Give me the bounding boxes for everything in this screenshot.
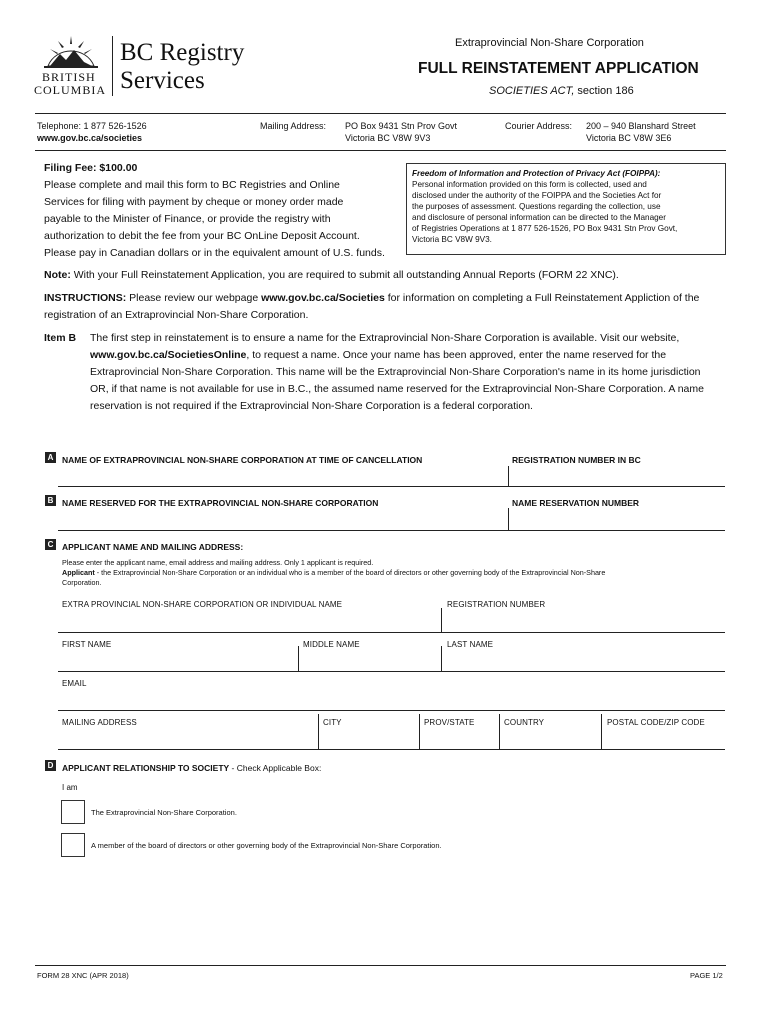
section-d-title (62, 763, 321, 773)
logo-divider (112, 36, 113, 96)
mailing-address-input[interactable] (58, 728, 316, 749)
instructions (44, 290, 724, 324)
prov-state-label: PROV/STATE (424, 718, 475, 727)
act-reference (489, 85, 634, 97)
form-type: Extraprovincial Non-Share Corporation (455, 37, 644, 49)
row1-rule (58, 632, 725, 633)
section-d-title-rest: - Check Applicable Box: (229, 763, 322, 773)
foippa-box (406, 163, 726, 255)
corp-or-individual-name-input[interactable] (58, 610, 438, 632)
row4-divider-4 (601, 714, 602, 749)
email-label: EMAIL (62, 679, 87, 688)
applicant-reg-number-label: REGISTRATION NUMBER (447, 600, 546, 609)
logo-brand-2: Services (120, 67, 205, 94)
header-rule (35, 113, 726, 114)
fee-block (44, 160, 385, 262)
societies-online-link[interactable]: www.gov.bc.ca/SocietiesOnline (90, 349, 247, 361)
section-c-letter: C (45, 539, 56, 550)
societies-link[interactable]: www.gov.bc.ca/Societies (261, 292, 385, 304)
section-c-instr-1: Please enter the applicant name, email address and mailing address. Only 1 applicant is required. (62, 558, 374, 567)
fee-line-2: Services for filing with payment by cheque or money order made (44, 196, 344, 208)
form-title: FULL REINSTATEMENT APPLICATION (418, 60, 699, 77)
section-b-reservation-label: NAME RESERVATION NUMBER (512, 498, 640, 508)
section-b-divider (508, 508, 509, 530)
section-b-letter: B (45, 495, 56, 506)
foippa-line-6: Victoria BC V8W 9V3. (412, 235, 492, 244)
prov-state-input[interactable] (421, 728, 497, 749)
row2-divider-1 (298, 646, 299, 671)
city-label: CITY (323, 718, 342, 727)
first-name-label: FIRST NAME (62, 640, 112, 649)
row3-rule (58, 710, 725, 711)
section-a-title: NAME OF EXTRAPROVINCIAL NON-SHARE CORPORATION AT TIME OF CANCELLATION (62, 455, 423, 465)
city-input[interactable] (320, 728, 417, 749)
item-b-line-2: , to request a name. Once your name has been approved, enter the name reserved for the (246, 349, 667, 361)
sun-mountain-icon (40, 32, 102, 70)
section-a-divider (508, 466, 509, 486)
applicant-reg-number-input[interactable] (443, 610, 725, 632)
middle-name-label: MIDDLE NAME (303, 640, 360, 649)
email-input[interactable] (58, 690, 725, 710)
contact-rule (35, 150, 726, 151)
row4-rule (58, 749, 725, 750)
corp-name-at-cancellation-input[interactable] (58, 466, 506, 486)
section-c-applicant-label: Applicant (62, 568, 95, 577)
row1-divider (441, 608, 442, 632)
row4-divider-3 (499, 714, 500, 749)
section-a-rule (58, 486, 725, 487)
fee-line-1: Please complete and mail this form to BC Registries and Online (44, 179, 340, 191)
section-d-letter: D (45, 760, 56, 771)
registration-number-bc-input[interactable] (510, 466, 724, 486)
first-name-input[interactable] (58, 650, 296, 671)
board-member-checkbox[interactable] (61, 833, 85, 857)
section-a-letter: A (45, 452, 56, 463)
section-b-rule (58, 530, 725, 531)
note (44, 267, 619, 284)
last-name-label: LAST NAME (447, 640, 494, 649)
act-section: section 186 (574, 85, 634, 97)
postal-code-label: POSTAL CODE/ZIP CODE (607, 718, 705, 727)
note-text: With your Full Reinstatement Application, you are required to submit all outstanding Annual Reports (FORM 22 XNC). (70, 269, 619, 281)
footer-rule (35, 965, 726, 966)
mailing-label: Mailing Address: (260, 121, 327, 131)
corp-or-individual-name-label: EXTRA PROVINCIAL NON-SHARE CORPORATION OR INDIVIDUAL NAME (62, 600, 343, 609)
country-input[interactable] (501, 728, 599, 749)
fee-line-5: Please pay in Canadian dollars or in the equivalent amount of U.S. funds. (44, 247, 385, 259)
name-reservation-number-input[interactable] (510, 508, 724, 530)
board-member-option-label: A member of the board of directors or other governing body of the Extraprovincial Non-Share Corporation. (91, 841, 442, 850)
logo-brand-1: BC Registry (120, 39, 245, 66)
section-c-instr-3: Corporation. (62, 578, 102, 587)
middle-name-input[interactable] (300, 650, 439, 671)
section-b-title: NAME RESERVED FOR THE EXTRAPROVINCIAL NON-SHARE CORPORATION (62, 498, 379, 508)
foippa-line-2: disclosed under the authority of the FOIPPA and the Societies Act for (412, 191, 662, 200)
courier-line-1: 200 – 940 Blanshard Street (586, 121, 696, 131)
foippa-line-4: and disclosure of personal information can be directed to the Manager (412, 213, 666, 222)
section-a-reg-label: REGISTRATION NUMBER IN BC (512, 455, 641, 465)
act-name: SOCIETIES ACT, (489, 85, 575, 97)
item-b-text (90, 330, 730, 415)
row4-divider-1 (318, 714, 319, 749)
section-c-instr-2: - the Extraprovincial Non-Share Corporation or an individual who is a member of the board of directors or other governing body of the Extraprovincial Non-Share (94, 568, 606, 577)
instructions-label: INSTRUCTIONS: (44, 292, 127, 304)
section-c-title: APPLICANT NAME AND MAILING ADDRESS: (62, 542, 244, 552)
row2-rule (58, 671, 725, 672)
corporation-option-label: The Extraprovincial Non-Share Corporation. (91, 808, 237, 817)
country-label: COUNTRY (504, 718, 545, 727)
telephone: Telephone: 1 877 526-1526 (37, 121, 147, 131)
section-c-instructions (62, 558, 727, 588)
row4-divider-2 (419, 714, 420, 749)
logo-province-2: COLUMBIA (34, 83, 107, 97)
foippa-line-5: of Registries Operations at 1 877 526-1526, PO Box 9431 Stn Prov Govt, (412, 224, 678, 233)
reserved-name-input[interactable] (58, 508, 506, 530)
row2-divider-2 (441, 646, 442, 671)
item-b-line-4: OR, if that name is not available for use in B.C., the assumed name reserved for the Extraprovincial Non-Share Corporation. A name (90, 383, 704, 395)
mailing-line-2: Victoria BC V8W 9V3 (345, 133, 431, 143)
instructions-text-2: for information on completing a Full Reinstatement Appliction of the (384, 292, 700, 304)
i-am-label: I am (62, 783, 78, 792)
website-link[interactable]: www.gov.bc.ca/societies (37, 133, 143, 143)
courier-line-2: Victoria BC V8W 3E6 (586, 133, 672, 143)
section-d-title-bold: APPLICANT RELATIONSHIP TO SOCIETY (62, 763, 230, 773)
item-b-line-3: Extraprovincial Non-Share Corporation. This name will be the Extraprovincial Non-Share Corporation's name in its home jurisdiction (90, 366, 701, 378)
form-id: FORM 28 XNC (APR 2018) (37, 971, 129, 980)
item-b-line-1: The first step in reinstatement is to ensure a name for the Extraprovincial Non-Share Corporation is available. Visit our website, (90, 332, 680, 344)
fee-line-4: authorization to debit the fee from your BC OnLine Deposit Account. (44, 230, 360, 242)
logo-province: BRITISH (42, 70, 96, 84)
page-number: PAGE 1/2 (690, 971, 723, 980)
corporation-checkbox[interactable] (61, 800, 85, 824)
mailing-line-1: PO Box 9431 Stn Prov Govt (345, 121, 458, 131)
item-b-line-5: reservation is not required if the Extraprovincial Non-Share Corporation is a federal corporation. (90, 400, 533, 412)
courier-label: Courier Address: (505, 121, 573, 131)
note-label: Note: (44, 269, 71, 281)
foippa-line-1: Personal information provided on this form is collected, used and (412, 180, 647, 189)
last-name-input[interactable] (443, 650, 725, 671)
bc-logo (34, 32, 264, 102)
fee-title: Filing Fee: $100.00 (44, 162, 138, 174)
foippa-title: Freedom of Information and Protection of Privacy Act (FOIPPA): (412, 169, 661, 178)
item-b-label: Item B (44, 332, 77, 344)
postal-code-input[interactable] (603, 728, 725, 749)
mailing-address-label: MAILING ADDRESS (62, 718, 137, 727)
instructions-text-1: Please review our webpage (126, 292, 262, 304)
instructions-line-2: registration of an Extraprovincial Non-Share Corporation. (44, 309, 309, 321)
foippa-line-3: the purposes of assessment. Questions regarding the collection, use (412, 202, 661, 211)
fee-line-3: payable to the Minister of Finance, or provide the registry with (44, 213, 331, 225)
